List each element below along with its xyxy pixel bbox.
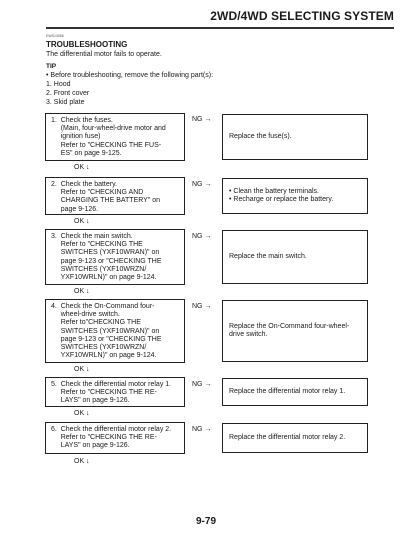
tip-line: 3. Skid plate (46, 99, 85, 106)
ok-arrow-label: OK ↓ (74, 164, 90, 171)
check-step-text: 4. Check the On-Command four- wheel-drive switch. Refer to"CHECKING THE SWITCHES (YXF10WRAN)" on page 9-123 or "CHECKING THE SWITCHES (YXF10WRZN/ YXF10WRLN)" on page 9-124. (51, 303, 162, 360)
ng-arrow-label: NG → (192, 303, 212, 310)
page-number: 9-79 (196, 516, 217, 527)
check-step-text: 3. Check the main switch. Refer to "CHECKING THE SWITCHES (YXF10WRAN)" on page 9-123 or "CHECKING THE SWITCHES (YXF10WRZN/ YXF10WRLN)" on page 9-124. (51, 233, 162, 282)
check-step-box (45, 177, 185, 215)
remedy-box (222, 378, 368, 406)
remedy-box (222, 178, 368, 214)
check-step-text: 6. Check the differential motor relay 2. Refer to "CHECKING THE RE- LAYS" on page 9-126. (51, 426, 172, 450)
remedy-box (222, 114, 368, 160)
section-code: EWS13056 (46, 34, 64, 38)
symptom-text: The differential motor fails to operate. (46, 51, 162, 58)
remedy-box (222, 300, 368, 362)
tip-line: 2. Front cover (46, 90, 90, 97)
check-step-box (45, 299, 185, 363)
ng-arrow-label: NG → (192, 116, 212, 123)
remedy-box (222, 423, 368, 453)
remedy-text: • Clean the battery terminals. • Recharge or replace the battery. (229, 187, 334, 203)
check-step-box (45, 422, 185, 454)
tip-label: TIP (46, 63, 57, 70)
remedy-text: Replace the differential motor relay 1. (229, 387, 346, 395)
check-step-text: 2. Check the battery. Refer to "CHECKING AND CHARGING THE BATTERY" on page 9-126. (51, 181, 161, 213)
check-step-box (45, 229, 185, 285)
check-step-box (45, 113, 185, 161)
check-step-box (45, 377, 185, 407)
ng-arrow-label: NG → (192, 381, 212, 388)
ng-arrow-label: NG → (192, 233, 212, 240)
remedy-text: Replace the differential motor relay 2. (229, 433, 346, 441)
remedy-text: Replace the main switch. (229, 252, 307, 260)
check-step-text: 1. Check the fuses. (Main, four-wheel-drive motor and ignition fuse) Refer to "CHECKING THE FUS- ES" on page 9-125. (51, 117, 166, 157)
ng-arrow-label: NG → (192, 181, 212, 188)
header-divider (46, 27, 394, 29)
ok-arrow-label: OK ↓ (74, 288, 90, 295)
ok-arrow-label: OK ↓ (74, 218, 90, 225)
page-header-title: 2WD/4WD SELECTING SYSTEM (210, 9, 394, 23)
ok-arrow-label: OK ↓ (74, 410, 90, 417)
remedy-text: Replace the On-Command four-wheel- drive switch. (229, 322, 350, 338)
tip-line: 1. Hood (46, 81, 71, 88)
ok-arrow-label: OK ↓ (74, 366, 90, 373)
tip-line: • Before troubleshooting, remove the following part(s): (46, 72, 214, 79)
ok-arrow-label: OK ↓ (74, 458, 90, 465)
section-heading: TROUBLESHOOTING (46, 40, 128, 49)
check-step-text: 5. Check the differential motor relay 1. Refer to "CHECKING THE RE- LAYS" on page 9-126. (51, 381, 172, 405)
ng-arrow-label: NG → (192, 426, 212, 433)
remedy-text: Replace the fuse(s). (229, 132, 292, 140)
remedy-box (222, 230, 368, 284)
